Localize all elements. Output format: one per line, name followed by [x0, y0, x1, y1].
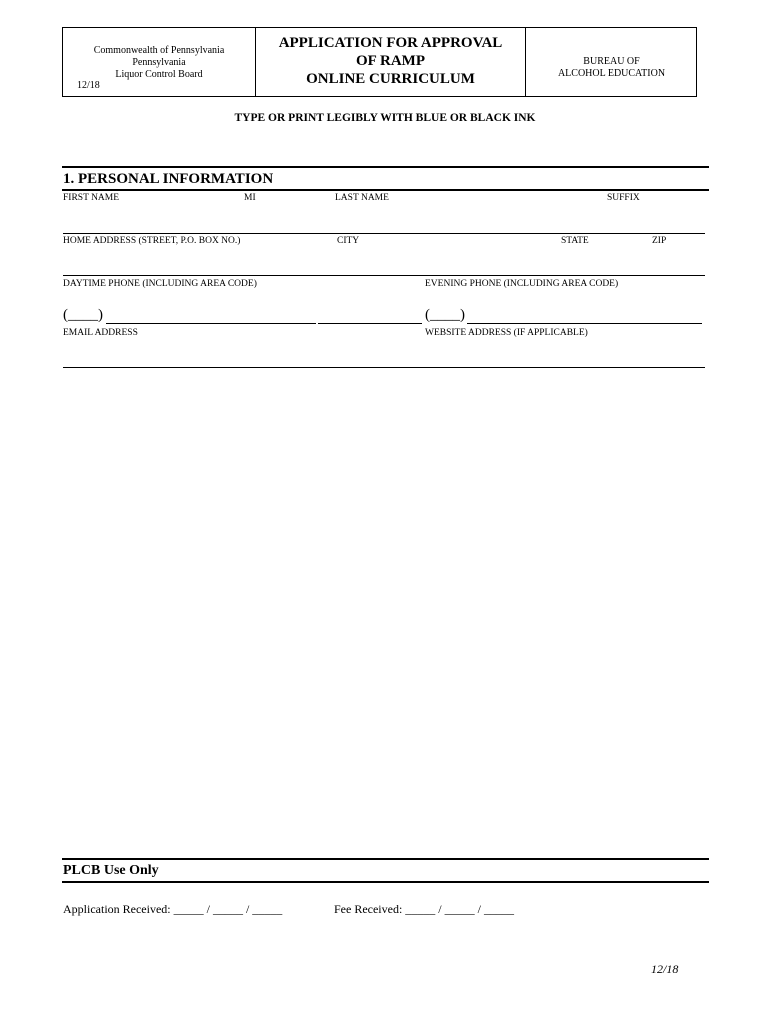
agency-line-1: Commonwealth of Pennsylvania	[93, 45, 225, 56]
evening-phone-area-code[interactable]: (____)	[425, 307, 465, 323]
state-label: STATE	[561, 236, 589, 246]
phone-gap-line	[318, 323, 422, 324]
header-revision: 12/18	[77, 80, 100, 91]
title-line-3: ONLINE CURRICULUM	[306, 71, 475, 87]
bureau-block	[526, 56, 697, 80]
agency-block	[83, 45, 235, 81]
title-line-2: OF RAMP	[355, 53, 425, 69]
website-label: WEBSITE ADDRESS (IF APPLICABLE)	[425, 328, 588, 338]
agency-line-3: Liquor Control Board	[115, 69, 203, 80]
address-field-line[interactable]	[63, 275, 705, 276]
daytime-phone-label: DAYTIME PHONE (INCLUDING AREA CODE)	[63, 279, 257, 289]
evening-phone-field-line[interactable]	[467, 323, 702, 324]
plcb-title: PLCB Use Only	[63, 863, 159, 878]
email-website-field-line[interactable]	[63, 367, 705, 368]
footer-revision: 12/18	[651, 962, 679, 976]
section1-title: 1. PERSONAL INFORMATION	[63, 171, 274, 187]
city-label: CITY	[337, 236, 360, 246]
form-title	[256, 34, 525, 88]
fee-received-field[interactable]: Fee Received: _____ / _____ / _____	[334, 902, 514, 916]
application-received-field[interactable]: Application Received: _____ / _____ / _____	[63, 902, 283, 916]
plcb-top-rule	[62, 858, 709, 860]
daytime-phone-area-code[interactable]: (____)	[63, 307, 103, 323]
name-field-line[interactable]	[63, 233, 705, 234]
plcb-title-rule	[62, 881, 709, 883]
mi-label: MI	[244, 193, 256, 203]
email-label: EMAIL ADDRESS	[63, 328, 138, 338]
bureau-line-2: ALCOHOL EDUCATION	[557, 68, 666, 79]
agency-line-2: Pennsylvania	[132, 57, 186, 68]
title-line-1: APPLICATION FOR APPROVAL	[278, 35, 503, 51]
section1-title-rule	[62, 189, 709, 191]
zip-label: ZIP	[652, 236, 667, 246]
section1-top-rule	[62, 166, 709, 168]
header-box	[62, 27, 697, 97]
daytime-phone-field-line[interactable]	[106, 323, 316, 324]
bureau-line-1: BUREAU OF	[583, 56, 640, 67]
suffix-label: SUFFIX	[607, 193, 640, 203]
last-name-label: LAST NAME	[335, 193, 389, 203]
evening-phone-label: EVENING PHONE (INCLUDING AREA CODE)	[425, 279, 619, 289]
instructions: TYPE OR PRINT LEGIBLY WITH BLUE OR BLACK INK	[234, 112, 536, 124]
home-address-label: HOME ADDRESS (STREET, P.O. BOX NO.)	[63, 236, 241, 246]
first-name-label: FIRST NAME	[63, 193, 120, 203]
